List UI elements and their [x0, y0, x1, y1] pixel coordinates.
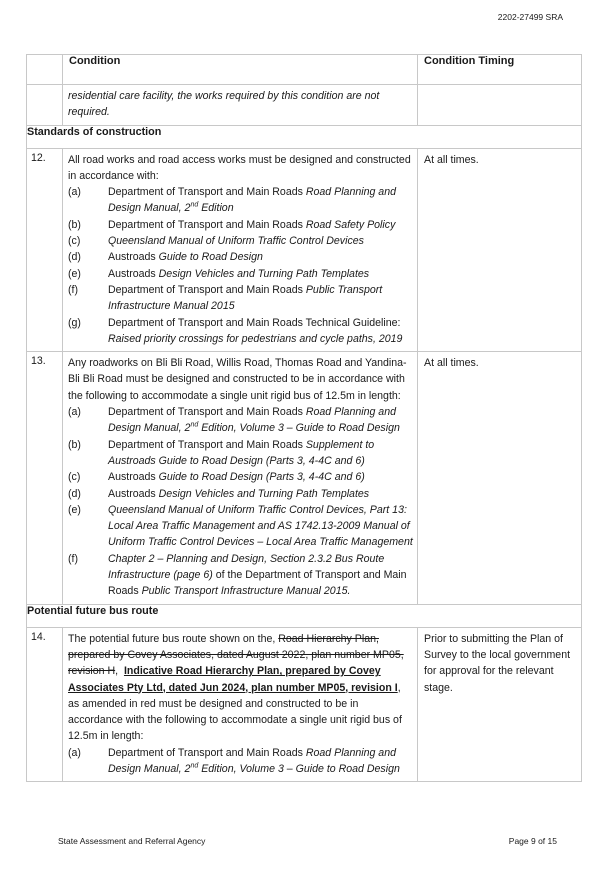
item-text-plain2: of the Department of Transport and Main Roads	[108, 569, 407, 598]
footer-agency: State Assessment and Referral Agency	[58, 836, 206, 846]
item-label: (a)	[68, 746, 81, 759]
condition-timing: At all times.	[418, 148, 582, 352]
section-title-bus-route: Potential future bus route	[27, 604, 582, 627]
condition-item	[68, 486, 413, 502]
condition-intro	[68, 631, 413, 745]
item-text-ital: Queensland Manual of Uniform Traffic Control Devices, Part 13: Local Area Traffic Management and AS 1742.13-2009 Manual of Uniform Traffic Control Devices – Local Area Traffic Management	[108, 503, 413, 549]
condition-item	[68, 437, 413, 470]
condition-row-13	[27, 352, 582, 604]
item-text	[108, 437, 413, 470]
item-text-ital2: Edition, Volume 3 – Guide to Road Design	[198, 762, 400, 775]
condition-item	[68, 282, 413, 315]
item-label: (b)	[68, 218, 81, 231]
condition-number: 12.	[27, 148, 63, 352]
item-text	[108, 266, 413, 282]
item-text-plain: Department of Transport and Main Roads	[108, 218, 306, 231]
continuation-text-line-1: residential care facility, the works required by this condition are not	[68, 90, 380, 102]
item-text-plain: Austroads	[108, 487, 159, 500]
item-text	[108, 233, 413, 249]
condition-intro: All road works and road access works must be designed and constructed in accordance with:	[68, 153, 411, 182]
item-text-plain: Austroads	[108, 251, 159, 264]
header-condition-timing: Condition Timing	[418, 55, 582, 85]
condition-timing: Prior to submitting the Plan of Survey to the local government for approval for the relevant stage.	[418, 627, 582, 782]
item-text-ital: Road Planning and Design Manual, 2	[108, 746, 396, 775]
item-text	[108, 404, 413, 437]
condition-item	[68, 502, 413, 551]
condition-number: 14.	[27, 627, 63, 782]
section-row-standards	[27, 125, 582, 148]
item-label: (d)	[68, 487, 81, 500]
item-text-plain: Austroads	[108, 471, 159, 484]
item-label: (e)	[68, 267, 81, 280]
condition-item	[68, 315, 413, 348]
item-label: (g)	[68, 316, 81, 329]
section-row-bus-route	[27, 604, 582, 627]
condition-items-list	[68, 745, 413, 778]
condition-item	[68, 404, 413, 437]
condition-item	[68, 745, 413, 778]
item-text	[108, 282, 413, 315]
condition-item	[68, 266, 413, 282]
item-label: (a)	[68, 186, 81, 199]
intro-text: The potential future bus route shown on the,	[68, 632, 279, 645]
item-label: (b)	[68, 438, 81, 451]
document-reference: 2202-27499 SRA	[497, 12, 563, 22]
item-text-ital: Road Safety Policy	[305, 218, 396, 231]
item-text-plain: Austroads	[108, 267, 159, 280]
item-text-sup: nd	[190, 201, 199, 209]
item-text-sup: nd	[190, 762, 199, 770]
item-label: (d)	[68, 251, 81, 264]
condition-timing: At all times.	[418, 352, 582, 604]
condition-item	[68, 217, 413, 233]
item-text	[108, 551, 413, 600]
condition-items-list	[68, 184, 413, 347]
item-text-ital2: Edition, Volume 3 – Guide to Road Design	[198, 422, 400, 435]
condition-item	[68, 469, 413, 485]
item-text	[108, 745, 413, 778]
item-label: (f)	[68, 283, 78, 296]
item-label: (c)	[68, 471, 81, 484]
condition-item	[68, 249, 413, 265]
condition-number: 13.	[27, 352, 63, 604]
item-text-plain: Department of Transport and Main Roads	[108, 283, 306, 296]
item-text-plain: Department of Transport and Main Roads	[108, 438, 306, 451]
separator: ,	[115, 665, 124, 678]
condition-items-list	[68, 404, 413, 600]
item-text-ital: Supplement to Austroads Guide to Road Design (Parts 3, 4-4C and 6)	[108, 438, 375, 467]
item-text-ital: Guide to Road Design	[158, 251, 263, 264]
item-text-ital: Chapter 2 – Planning and Design, Section 2.3.2 Bus Route Infrastructure (page 6)	[108, 552, 385, 582]
inserted-text: Indicative Road Hierarchy Plan, prepared by Covey Associates Pty Ltd, dated Jun 2024, plan number MP05, revision I	[68, 665, 398, 694]
item-text-sup: nd	[190, 421, 199, 429]
condition-row-14	[27, 627, 582, 782]
struck-text: Road Hierarchy Plan, prepared by Covey Associates, dated August 2022, plan number MP05, revision H	[68, 632, 404, 678]
item-text-ital: Design Vehicles and Turning Path Templates	[158, 267, 370, 280]
table-header-row	[27, 55, 582, 85]
footer-page-number: Page 9 of 15	[508, 836, 557, 846]
condition-item	[68, 184, 413, 217]
continuation-row	[27, 85, 582, 126]
item-label: (c)	[68, 235, 81, 248]
item-text-ital: Raised priority crossings for pedestrians and cycle paths, 2019	[108, 332, 403, 345]
item-label: (e)	[68, 503, 81, 516]
continuation-text-line-2: required.	[68, 106, 110, 119]
item-text	[108, 315, 413, 348]
item-text	[108, 184, 413, 217]
item-text	[108, 469, 413, 485]
header-number-cell	[27, 55, 63, 85]
conditions-table	[26, 54, 582, 782]
item-text	[108, 217, 413, 233]
item-text-ital: Design Vehicles and Turning Path Templates	[158, 487, 370, 500]
item-text	[108, 486, 413, 502]
item-text-ital2: Edition	[198, 202, 234, 215]
intro-text-continued: , as amended in red must be designed and constructed to be in accordance with the following to accommodate a single unit rigid bus of 12.5m in length:	[68, 681, 402, 743]
item-text-plain: Department of Transport and Main Roads	[108, 186, 306, 199]
condition-item	[68, 233, 413, 249]
header-condition: Condition	[63, 55, 418, 85]
item-label: (a)	[68, 406, 81, 419]
condition-intro: Any roadworks on Bli Bli Road, Willis Road, Thomas Road and Yandina-Bli Bli Road must be designed and constructed to be in accordance with the following to accommodate a single unit rigid bus of 12.5m in length:	[68, 357, 407, 402]
item-text	[108, 249, 413, 265]
item-label: (f)	[68, 552, 78, 565]
item-text-plain: Department of Transport and Main Roads	[108, 746, 306, 759]
item-text-ital: Guide to Road Design (Parts 3, 4-4C and 6)	[158, 471, 365, 484]
item-text	[108, 502, 413, 551]
item-text-ital3: Public Transport Infrastructure Manual 2015.	[141, 585, 351, 598]
item-text-ital: Public Transport Infrastructure Manual 2015	[108, 283, 383, 313]
condition-item	[68, 551, 413, 600]
item-text-ital: Road Planning and Design Manual, 2	[108, 186, 396, 215]
item-text-ital: Queensland Manual of Uniform Traffic Control Devices	[108, 235, 364, 248]
item-text-plain: Department of Transport and Main Roads Technical Guideline:	[108, 316, 401, 329]
item-text-ital: Road Planning and Design Manual, 2	[108, 406, 396, 435]
item-text-plain: Department of Transport and Main Roads	[108, 406, 306, 419]
section-title-standards: Standards of construction	[27, 125, 582, 148]
condition-row-12	[27, 148, 582, 352]
